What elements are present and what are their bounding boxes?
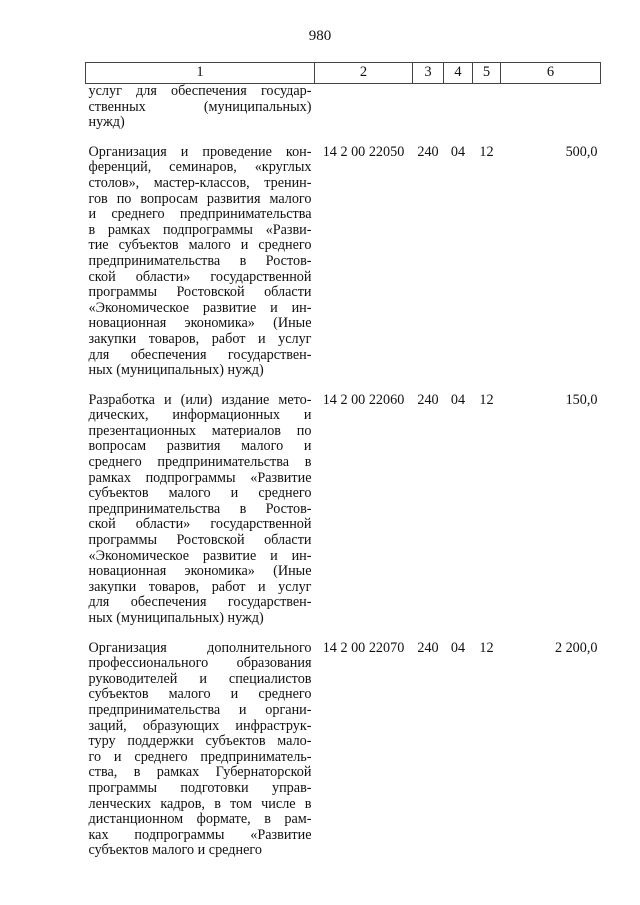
column-header-5: 5 (473, 63, 501, 84)
description-line: для обеспечения государствен- (88, 346, 312, 363)
row-target-code: 14 2 00 22050 (322, 143, 405, 160)
column-header-3: 3 (413, 63, 444, 84)
description-line: программы Ростовской области (88, 284, 312, 301)
description-line: новационная экономика» (Иные (88, 563, 312, 580)
page-number: 980 (308, 28, 332, 44)
row-target-code: 14 2 00 22070 (322, 639, 405, 656)
description-line: субъектов малого и среднего (88, 686, 312, 703)
row-target-code: 14 2 00 22060 (322, 391, 405, 408)
description-line: предпринимательства в Ростов- (88, 252, 312, 269)
row-description (86, 145, 315, 393)
table-row (86, 84, 601, 145)
budget-table (85, 62, 601, 873)
row-description (86, 393, 315, 641)
description-line: «Экономическое развитие и ин- (88, 299, 312, 316)
description-line: столов», мастер-классов, тренин- (88, 174, 312, 191)
description-line: ственных (муниципальных) (88, 98, 312, 115)
row-amount: 150,0 (565, 391, 598, 408)
table-row (86, 393, 601, 641)
description-line: закупки товаров, работ и услуг (88, 578, 312, 595)
row-subsection (473, 84, 501, 145)
description-line: предпринимательства в Ростов- (88, 500, 312, 517)
row-subsection: 12 (479, 639, 494, 656)
description-line: закупки товаров, работ и услуг (88, 330, 312, 347)
description-line: ных (муниципальных) нужд) (88, 610, 264, 626)
row-expense-type: 240 (417, 143, 439, 160)
column-header-1: 1 (86, 63, 315, 84)
description-line: программы подготовки управ- (88, 779, 312, 796)
table-row (86, 641, 601, 873)
row-target-code (315, 84, 413, 145)
row-expense-type (413, 84, 444, 145)
description-line: презентационных материалов по (88, 422, 312, 439)
description-line: дических, информационных и (88, 407, 312, 424)
column-header-2: 2 (315, 63, 413, 84)
description-line: «Экономическое развитие и ин- (88, 547, 312, 564)
row-section: 04 (450, 143, 466, 160)
description-line: ской области» государственной (88, 268, 312, 285)
row-expense-type: 240 (417, 639, 439, 656)
description-line: дистанционном формате, в рам- (88, 811, 312, 828)
description-line: субъектов малого и среднего (88, 842, 262, 859)
description-line: Организация и проведение кон- (88, 143, 312, 160)
column-header-4: 4 (444, 63, 473, 84)
description-line: новационная экономика» (Иные (88, 315, 312, 332)
description-line: предпринимательства и органи- (88, 701, 312, 718)
row-amount: 500,0 (565, 143, 598, 160)
table-row (86, 145, 601, 393)
description-line: для обеспечения государствен- (88, 594, 312, 611)
description-line: ных (муниципальных) нужд) (88, 362, 264, 379)
description-line: рамках подпрограммы «Развитие (88, 469, 312, 486)
description-line: тие субъектов малого и среднего (88, 237, 312, 254)
description-line: субъектов малого и среднего (88, 485, 312, 502)
description-line: нужд) (88, 114, 125, 131)
table-body (86, 84, 601, 873)
description-line: гов по вопросам развития малого (88, 190, 312, 207)
description-line: профессионального образования (88, 655, 312, 672)
description-line: среднего предпринимательства в (88, 454, 312, 471)
row-expense-type: 240 (417, 391, 439, 408)
description-line: ках подпрограммы «Развитие (88, 826, 312, 843)
description-line: Организация дополнительного (88, 639, 312, 656)
column-header-6: 6 (501, 63, 601, 84)
description-line: ленческих кадров, в том числе в (88, 795, 312, 812)
description-line: ференций, семинаров, «круглых (88, 159, 312, 176)
description-line: в рамках подпрограммы «Разви- (88, 221, 312, 238)
description-line: ской области» государственной (88, 516, 312, 533)
description-line: Разработка и (или) издание мето- (88, 391, 312, 408)
header-row (86, 63, 601, 84)
row-amount (501, 84, 601, 145)
row-section: 04 (450, 639, 466, 656)
row-subsection: 12 (479, 391, 494, 408)
description-line: го и среднего предприниматель- (88, 748, 312, 765)
row-amount: 2 200,0 (554, 639, 598, 656)
description-line: руководителей и специалистов (88, 670, 312, 687)
description-line: услуг для обеспечения государ- (88, 83, 312, 99)
description-line: программы Ростовской области (88, 532, 312, 549)
row-description (86, 641, 315, 873)
description-line: и среднего предпринимательства (88, 206, 312, 223)
description-line: ства, в рамках Губернаторской (88, 764, 312, 781)
row-description (86, 84, 315, 145)
row-subsection: 12 (479, 143, 494, 160)
description-line: вопросам развития малого и (88, 438, 312, 455)
row-section: 04 (450, 391, 466, 408)
description-line: заций, образующих инфраструк- (88, 717, 312, 734)
description-line: туру поддержки субъектов мало- (88, 733, 312, 750)
row-section (444, 84, 473, 145)
